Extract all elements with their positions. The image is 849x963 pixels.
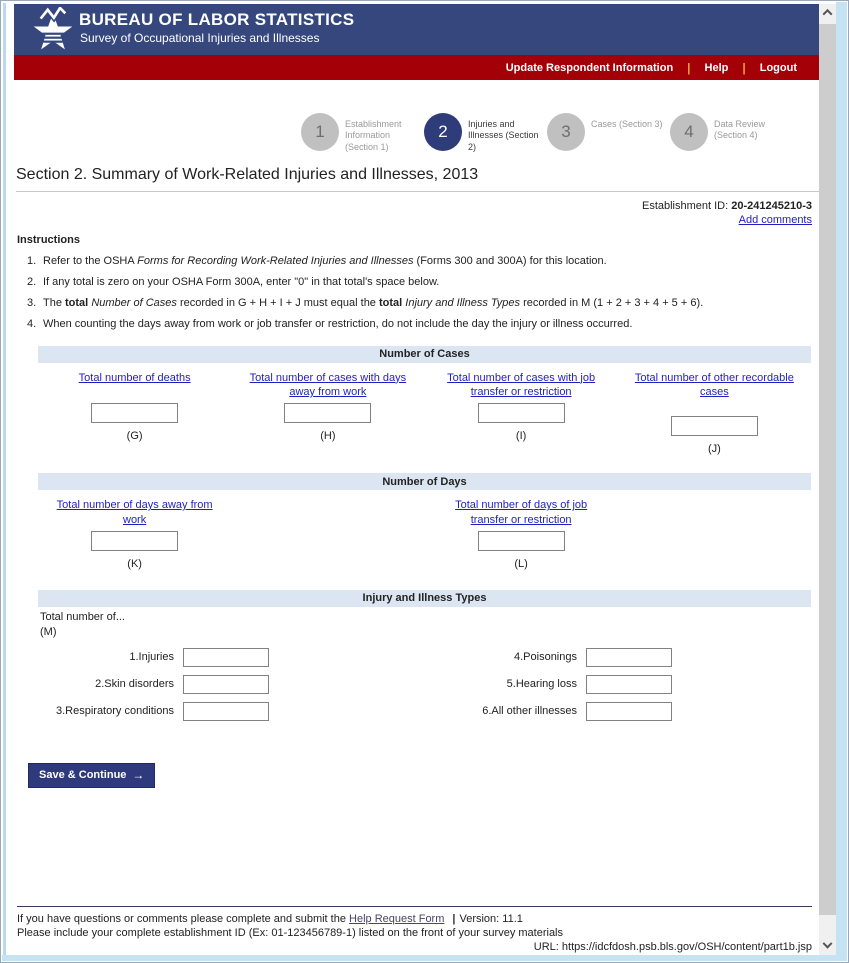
instruction-item	[17, 255, 819, 267]
instruction-number: 2.	[27, 275, 37, 288]
respiratory-conditions-input[interactable]	[183, 702, 269, 721]
chevron-up-icon	[823, 9, 833, 19]
days-away-cases-column	[231, 363, 424, 456]
poisonings-label: 4.Poisonings	[514, 651, 577, 664]
number-of-cases-header: Number of Cases	[38, 346, 811, 363]
bls-logo-icon	[31, 7, 75, 58]
injury-types-header: Injury and Illness Types	[38, 590, 811, 607]
step-2-label: Injuries and Illnesses (Section 2)	[468, 119, 539, 152]
other-recordable-column	[618, 363, 811, 456]
code-G-label: (G)	[126, 429, 143, 442]
code-L-label: (L)	[514, 557, 528, 570]
days-job-transfer-column	[425, 490, 618, 570]
step-3-label: Cases (Section 3)	[591, 119, 663, 129]
number-of-cases-grid	[38, 363, 811, 456]
establishment-id-label: Establishment ID:	[641, 199, 732, 212]
step-4-circle: 4	[670, 113, 708, 151]
footer-divider	[17, 906, 812, 907]
code-I-label: (I)	[515, 430, 527, 443]
instruction-item	[17, 276, 819, 288]
number-of-days-header: Number of Days	[38, 473, 811, 490]
code-K-label: (K)	[127, 557, 142, 570]
window-border-left	[3, 3, 6, 960]
skin-disorders-input[interactable]	[183, 675, 269, 694]
instruction-number: 3.	[27, 296, 37, 309]
hearing-loss-label: 5.Hearing loss	[506, 678, 577, 691]
add-comments-link[interactable]: Add comments	[738, 213, 812, 226]
all-other-illnesses-input[interactable]	[586, 702, 672, 721]
progress-steps	[14, 80, 819, 153]
nav-separator: |	[687, 60, 691, 75]
window-border-bottom	[2, 955, 847, 961]
deaths-column	[38, 363, 231, 456]
empty-column	[231, 490, 424, 570]
step-1-circle: 1	[301, 113, 339, 151]
page-footer	[14, 906, 819, 953]
injury-type-rows	[14, 648, 819, 721]
other-recordable-link[interactable]: Total number of other recordable cases	[634, 371, 794, 399]
page-title: Section 2. Summary of Work-Related Injuries and Illnesses, 2013	[16, 165, 479, 183]
days-job-transfer-input[interactable]	[478, 531, 565, 551]
logout-link[interactable]: Logout	[759, 61, 797, 74]
all-other-illnesses-label: 6.All other illnesses	[482, 705, 577, 718]
days-job-transfer-link[interactable]: Total number of days of job transfer or restriction	[455, 499, 588, 526]
title-divider	[16, 191, 819, 192]
chevron-down-icon	[823, 939, 833, 949]
page-content	[14, 4, 819, 955]
scrollbar-thumb[interactable]	[819, 24, 836, 915]
step-3-circle: 3	[547, 113, 585, 151]
injuries-input[interactable]	[183, 648, 269, 667]
nav-separator: |	[742, 60, 746, 75]
instruction-text: The total Number of Cases recorded in G + H + I + J must equal the total Injury and Illness Types recorded in M (1 + 2 + 3 + 4 + 5 + 6).	[43, 296, 704, 309]
masthead-title: BUREAU OF LABOR STATISTICS	[79, 10, 355, 29]
masthead-subtitle: Survey of Occupational Injuries and Illnesses	[80, 31, 320, 45]
total-number-of-label	[40, 610, 819, 640]
injuries-label: 1.Injuries	[129, 651, 174, 664]
step-2-circle: 2	[424, 113, 462, 151]
injury-type-row	[14, 702, 819, 721]
scroll-up-button[interactable]	[819, 4, 836, 21]
number-of-days-section	[14, 473, 819, 570]
instruction-text: When counting the days away from work or job transfer or restriction, do not include the day the injury or illness occurred.	[43, 317, 633, 330]
window-border-right	[836, 2, 847, 961]
footer-separator: |	[452, 913, 456, 925]
injury-type-row	[14, 675, 819, 694]
instruction-number: 1.	[27, 254, 37, 267]
code-J-label: (J)	[707, 443, 721, 456]
vertical-scrollbar[interactable]	[819, 4, 836, 955]
instruction-text: Refer to the OSHA Forms for Recording Work-Related Injuries and Illnesses (Forms 300 and 300A) for this location.	[43, 254, 607, 267]
step-establishment-information[interactable]	[301, 113, 420, 153]
instructions	[17, 234, 819, 330]
scroll-down-button[interactable]	[819, 938, 836, 955]
top-nav-bar	[14, 55, 819, 80]
empty-column	[618, 490, 811, 570]
help-link[interactable]: Help	[704, 61, 729, 74]
help-request-form-link[interactable]: Help Request Form	[349, 913, 445, 925]
establishment-id-value: 20-241245210-3	[731, 199, 812, 212]
job-transfer-cases-column	[425, 363, 618, 456]
footer-url: URL: https://idcfdosh.psb.bls.gov/OSH/content/part1b.jsp	[533, 941, 812, 953]
injury-illness-types-section	[14, 590, 819, 721]
days-away-column	[38, 490, 231, 570]
total-deaths-link[interactable]: Total number of deaths	[78, 371, 191, 384]
other-recordable-input[interactable]	[671, 416, 758, 436]
cases-days-away-link[interactable]: Total number of cases with days away from work	[249, 371, 407, 399]
footer-id-note: Please include your complete establishment ID (Ex: 01-123456789-1) listed on the front of your survey materials	[17, 927, 564, 939]
footer-help-text: If you have questions or comments please complete and submit the	[17, 913, 350, 925]
instructions-heading: Instructions	[17, 233, 80, 246]
establishment-id	[14, 200, 819, 212]
footer-help-line	[17, 913, 819, 925]
poisonings-input[interactable]	[586, 648, 672, 667]
instruction-item	[17, 297, 819, 309]
bls-masthead	[14, 4, 819, 55]
code-M-label: (M)	[40, 625, 57, 638]
hearing-loss-input[interactable]	[586, 675, 672, 694]
instruction-item	[17, 318, 819, 330]
save-continue-label: Save & Continue	[39, 768, 127, 781]
total-number-of-text: Total number of...	[40, 610, 125, 623]
instruction-number: 4.	[27, 317, 37, 330]
days-away-link[interactable]: Total number of days away from work	[56, 499, 213, 526]
skin-disorders-label: 2.Skin disorders	[95, 678, 174, 691]
number-of-cases-section	[14, 346, 819, 456]
cases-days-away-input[interactable]	[284, 403, 371, 423]
code-H-label: (H)	[320, 430, 336, 443]
injury-type-row	[14, 648, 819, 667]
instruction-text: If any total is zero on your OSHA Form 300A, enter "0" in that total's space below.	[43, 275, 440, 288]
respiratory-conditions-label: 3.Respiratory conditions	[55, 705, 174, 718]
version-text: Version: 11.1	[459, 913, 523, 925]
step-cases[interactable]	[547, 113, 666, 153]
step-4-label: Data Review (Section 4)	[714, 119, 766, 141]
cases-job-transfer-input[interactable]	[478, 403, 565, 423]
arrow-right-icon: →	[132, 767, 145, 782]
save-continue-button[interactable]	[28, 763, 155, 788]
step-data-review[interactable]	[670, 113, 789, 153]
step-injuries-illnesses[interactable]	[424, 113, 543, 153]
update-respondent-link[interactable]: Update Respondent Information	[505, 61, 674, 74]
total-deaths-input[interactable]	[91, 403, 178, 423]
days-away-input[interactable]	[91, 531, 178, 551]
number-of-days-grid	[38, 490, 811, 570]
cases-job-transfer-link[interactable]: Total number of cases with job transfer or restriction	[447, 371, 596, 399]
step-1-label: Establishment Information (Section 1)	[345, 119, 402, 152]
